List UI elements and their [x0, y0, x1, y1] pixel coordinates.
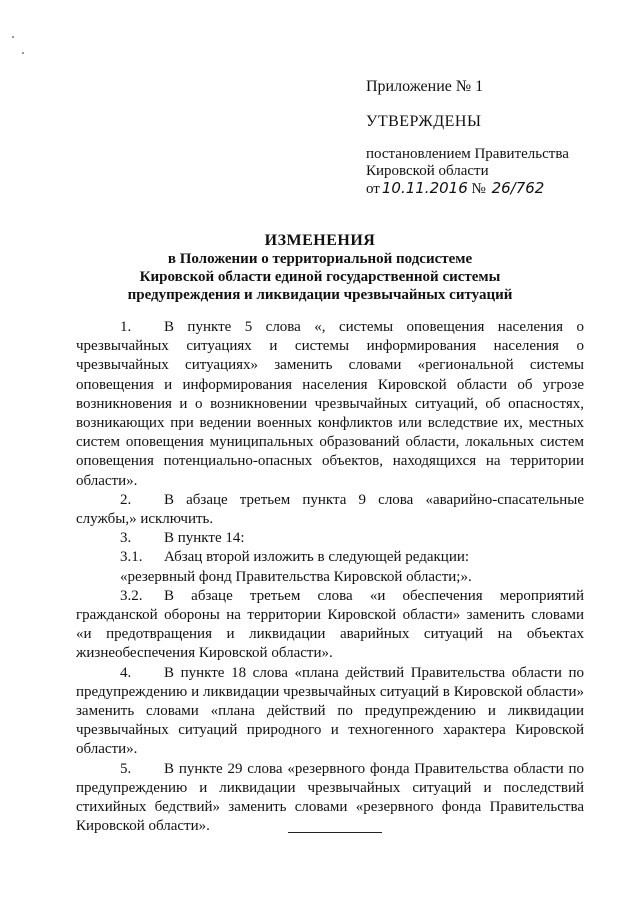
title-line-3: предупреждения и ликвидации чрезвычайных ситуаций: [127, 287, 513, 303]
handwritten-number: 26/762: [491, 179, 545, 197]
approved-label: УТВЕРЖДЕНЫ: [366, 113, 482, 130]
paragraph-quote: «резервный фонд Правительства Кировской области;».: [120, 568, 472, 585]
scan-speck: [12, 36, 14, 38]
decree-line-2: Кировской области: [366, 163, 489, 179]
paragraph-item-2: 2. В абзаце третьем пункта 9 слова «аварийно-спасательные службы,» исключить.: [76, 491, 584, 528]
paragraph-item-3-2: 3.2. В абзаце третьем слова «и обеспечения мероприятий гражданской обороны на территории Кировской области» заменить словами «и предотвращения и ликвидации аварийных ситуаций на объектах жизнеобеспечения Кировской области».: [76, 587, 584, 662]
number-prefix: №: [471, 181, 486, 197]
scan-speck: [22, 52, 24, 54]
document-body: [76, 318, 584, 836]
date-prefix: от: [366, 181, 380, 197]
paragraph-item-5: 5. В пункте 29 слова «резервного фонда Правительства области по предупреждению и ликвидации чрезвычайных ситуаций и последствий стихийных бедствий» заменить словами «резервного фонда Правительства Кировской области».: [76, 760, 584, 835]
paragraph-item-4: 4. В пункте 18 слова «плана действий Правительства области по предупреждению и ликвидации чрезвычайных ситуаций в Кировской области» заменить словами «плана действий по предупреждению и ликвидации чрезвычайных ситуаций природного и техногенного характера Кировской области».: [76, 664, 584, 758]
title-main: ИЗМЕНЕНИЯ: [264, 232, 376, 249]
decree-block: [366, 146, 569, 198]
end-divider: [288, 832, 382, 833]
appendix-label: Приложение № 1: [366, 78, 484, 95]
paragraph-item-3: 3. В пункте 14:: [120, 530, 245, 547]
paragraph-item-3-1: 3.1. Абзац второй изложить в следующей редакции:: [120, 549, 470, 566]
document-title: [0, 231, 640, 304]
handwritten-date: 10.11.2016: [381, 179, 468, 197]
title-line-1: в Положении о территориальной подсистеме: [167, 251, 473, 267]
decree-line-1: постановлением Правительства: [366, 146, 569, 162]
paragraph-item-1: 1. В пункте 5 слова «, системы оповещения населения о чрезвычайных ситуациях и системы информирования населения о чрезвычайных ситуациях» заменить словами «региональной системы оповещения и информирования населения Кировской области об угрозе возникновения и о возникновении чрезвычайных ситуаций, об опасностях, возникающих при ведении военных конфликтов или вследствие их, местных систем оповещения муниципальных образований области, локальных систем оповещения потенциально-опасных объектов, находящихся на территории области».: [76, 319, 584, 489]
title-line-2: Кировской области единой государственной системы: [139, 269, 501, 285]
decree-date-line: [366, 180, 569, 198]
